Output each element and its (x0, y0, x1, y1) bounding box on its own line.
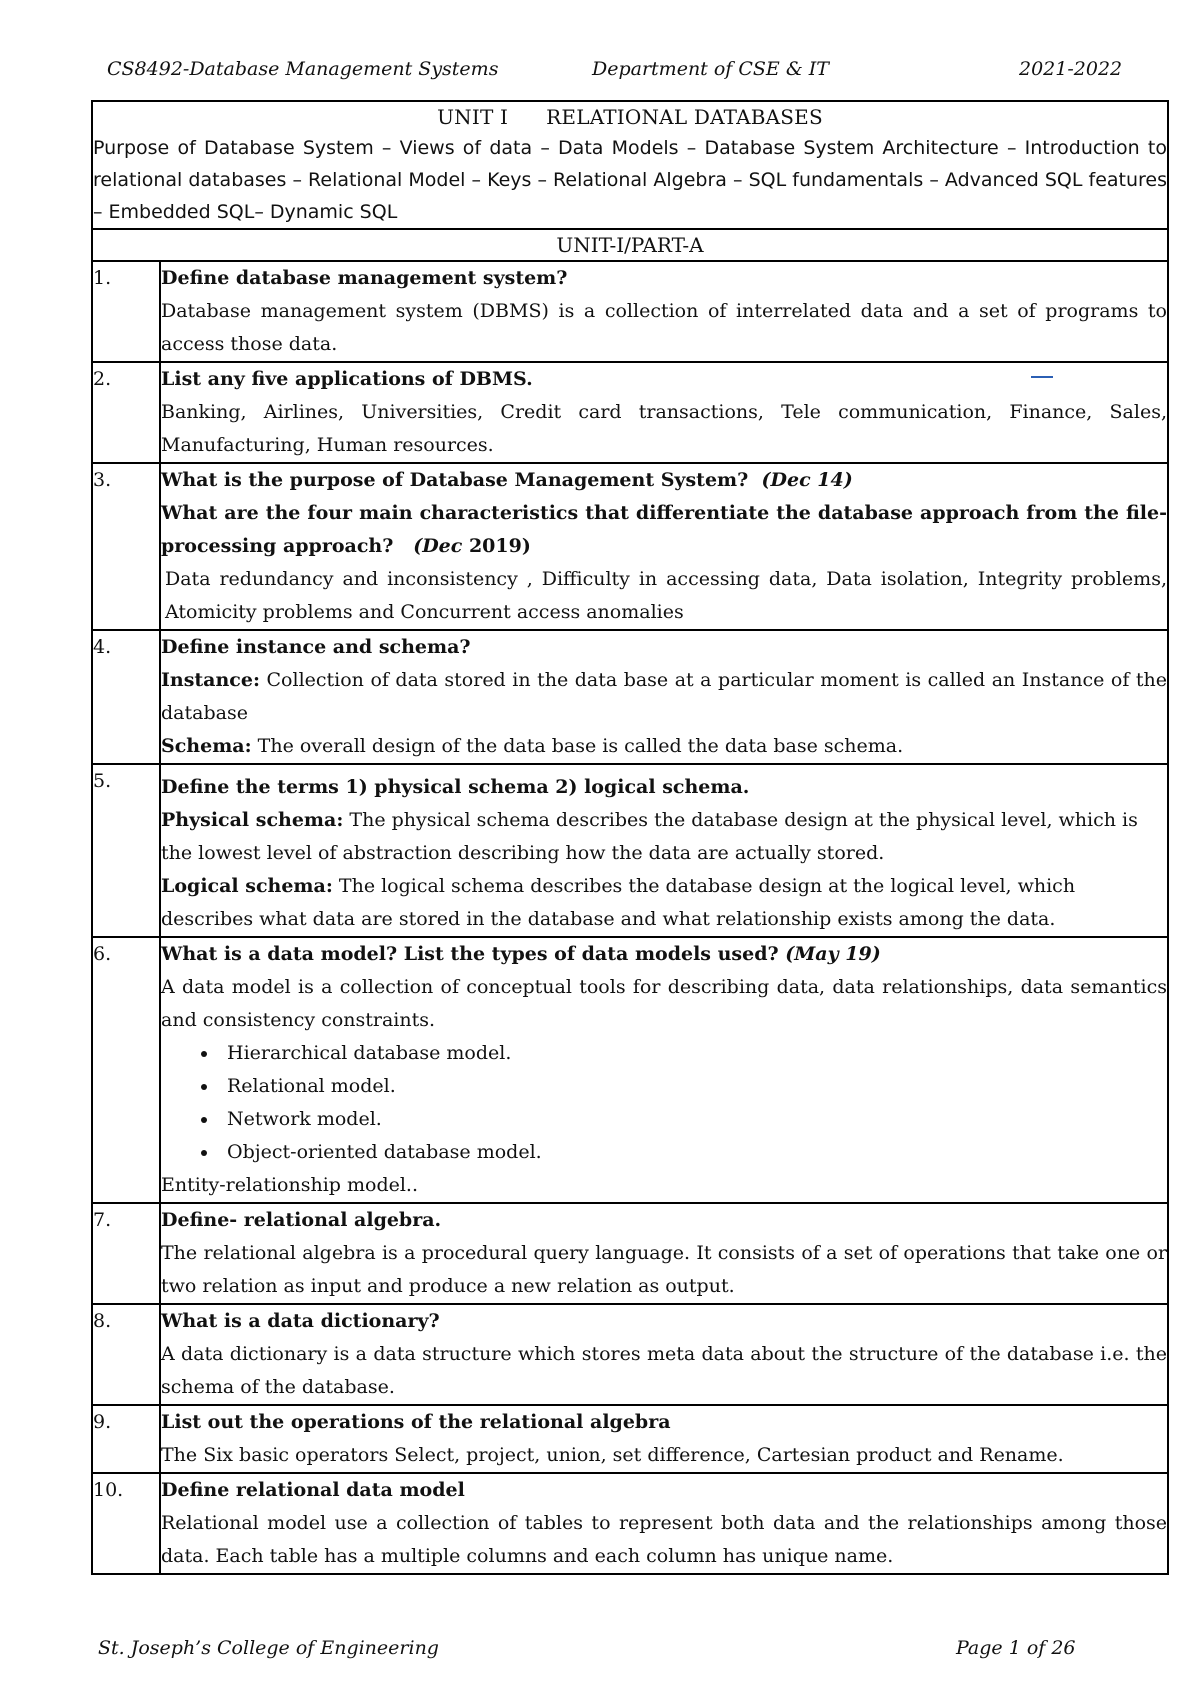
question-row (92, 1405, 1168, 1473)
instance-text: Collection of data stored in the data base at a particular moment is called an Instance of the database (161, 669, 1168, 724)
footer-page-number: Page 1 of 26 (956, 1637, 1076, 1659)
question-tag-month: (Dec (413, 535, 463, 557)
list-item: • Object-oriented database model. (219, 1136, 1167, 1169)
header-department: Department of CSE & IT (592, 58, 829, 80)
instance-label: Instance: (161, 669, 260, 691)
unit-header-row (92, 101, 1168, 229)
question-tag-year: 2019) (468, 535, 531, 557)
schema-text: The overall design of the data base is called the data base schema. (257, 735, 904, 757)
unit-title (93, 102, 1167, 132)
question-text: Define relational data model (161, 1479, 465, 1501)
physical-schema-label: Physical schema: (161, 809, 344, 831)
question-main: What is a data model? List the types of data models used? (161, 943, 779, 965)
answer-text: Database management system (DBMS) is a collection of interrelated data and a set of programs to access those data. (161, 300, 1167, 355)
question-text: List any five applications of DBMS. (161, 368, 533, 390)
question-row (92, 630, 1168, 764)
answer-text: Data redundancy and inconsistency , Difficulty in accessing data, Data isolation, Integrity problems, Atomicity problems and Concurrent access anomalies (165, 568, 1167, 623)
logical-schema-text: The logical schema describes the database design at the logical level, which describes what data are stored in the database and what relationship exists among the data. (161, 875, 1076, 930)
data-model-list (161, 1037, 1167, 1169)
instance-definition (161, 664, 1167, 730)
logical-schema-label: Logical schema: (161, 875, 333, 897)
question-number: 5. (92, 764, 160, 937)
question-row (92, 261, 1168, 362)
question-text (161, 464, 1167, 497)
question-text-2 (161, 497, 1167, 563)
question-row (92, 463, 1168, 630)
question-text: Define- relational algebra. (161, 1209, 442, 1231)
question-text: What is a data dictionary? (161, 1310, 440, 1332)
question-main: What is the purpose of Database Management System? (161, 469, 749, 491)
question-row (92, 764, 1168, 937)
answer-text: The Six basic operators Select, project, union, set difference, Cartesian product and Rename. (161, 1444, 1064, 1466)
question-row (92, 1473, 1168, 1574)
part-title: UNIT-I/PART-A (556, 233, 704, 257)
answer-text: A data dictionary is a data structure which stores meta data about the structure of the database i.e. the schema of the database. (161, 1343, 1167, 1398)
question-row (92, 1304, 1168, 1405)
physical-schema-definition (161, 804, 1167, 870)
answer-text: The relational algebra is a procedural query language. It consists of a set of operations that take one or two relation as input and produce a new relation as output. (161, 1242, 1167, 1297)
unit-name: RELATIONAL DATABASES (546, 105, 823, 129)
unit-label: UNIT I (437, 105, 509, 129)
question-number: 7. (92, 1203, 160, 1304)
question-text: Define the terms 1) physical schema 2) logical schema. (161, 776, 750, 798)
question-number: 8. (92, 1304, 160, 1405)
question-row (92, 1203, 1168, 1304)
question-row (92, 937, 1168, 1203)
part-header-row (92, 229, 1168, 261)
physical-schema-text: The physical schema describes the database design at the physical level, which is the lowest level of abstraction describing how the data are actually stored. (161, 809, 1138, 864)
question-table (91, 100, 1169, 1575)
list-item: • Relational model. (219, 1070, 1167, 1103)
question-text: List out the operations of the relational algebra (161, 1411, 671, 1433)
logical-schema-definition (161, 870, 1167, 936)
question-tag: (Dec 14) (761, 469, 853, 491)
answer-text: Banking, Airlines, Universities, Credit card transactions, Tele communication, Finance, Sales, Manufacturing, Human resources. (161, 401, 1167, 456)
question-text: Define instance and schema? (161, 636, 471, 658)
question-tag: (May 19) (785, 943, 881, 965)
footer-college: St. Joseph’s College of Engineering (98, 1637, 439, 1659)
header-year: 2021-2022 (1019, 58, 1123, 80)
list-item: • Network model. (219, 1103, 1167, 1136)
question-number: 6. (92, 937, 160, 1203)
question-number: 4. (92, 630, 160, 764)
question-number: 1. (92, 261, 160, 362)
answer-text: Relational model use a collection of tables to represent both data and the relationships among those data. Each table has a multiple columns and each column has unique name. (161, 1512, 1167, 1567)
trailing-model: Entity-relationship model.. (161, 1174, 419, 1196)
answer-text: A data model is a collection of conceptual tools for describing data, data relationships, data semantics and consistency constraints. (161, 976, 1167, 1031)
question-number: 10. (92, 1473, 160, 1574)
question-number: 9. (92, 1405, 160, 1473)
question-number: 3. (92, 463, 160, 630)
schema-label: Schema: (161, 735, 252, 757)
schema-definition (161, 730, 1167, 763)
list-item: • Hierarchical database model. (219, 1037, 1167, 1070)
question-row (92, 362, 1168, 463)
question-text (161, 938, 1167, 971)
question-number: 2. (92, 362, 160, 463)
question-text: Define database management system? (161, 267, 568, 289)
header-course: CS8492-Database Management Systems (107, 58, 499, 80)
unit-description: Purpose of Database System – Views of data – Data Models – Database System Architecture – Introduction to relational databases – Relational Model – Keys – Relational Algebra – SQL fundamentals – Advanced SQL features – Embedded SQL– Dynamic SQL (93, 137, 1167, 223)
question-second: What are the four main characteristics that differentiate the database approach from the file-processing approach? (161, 502, 1167, 557)
